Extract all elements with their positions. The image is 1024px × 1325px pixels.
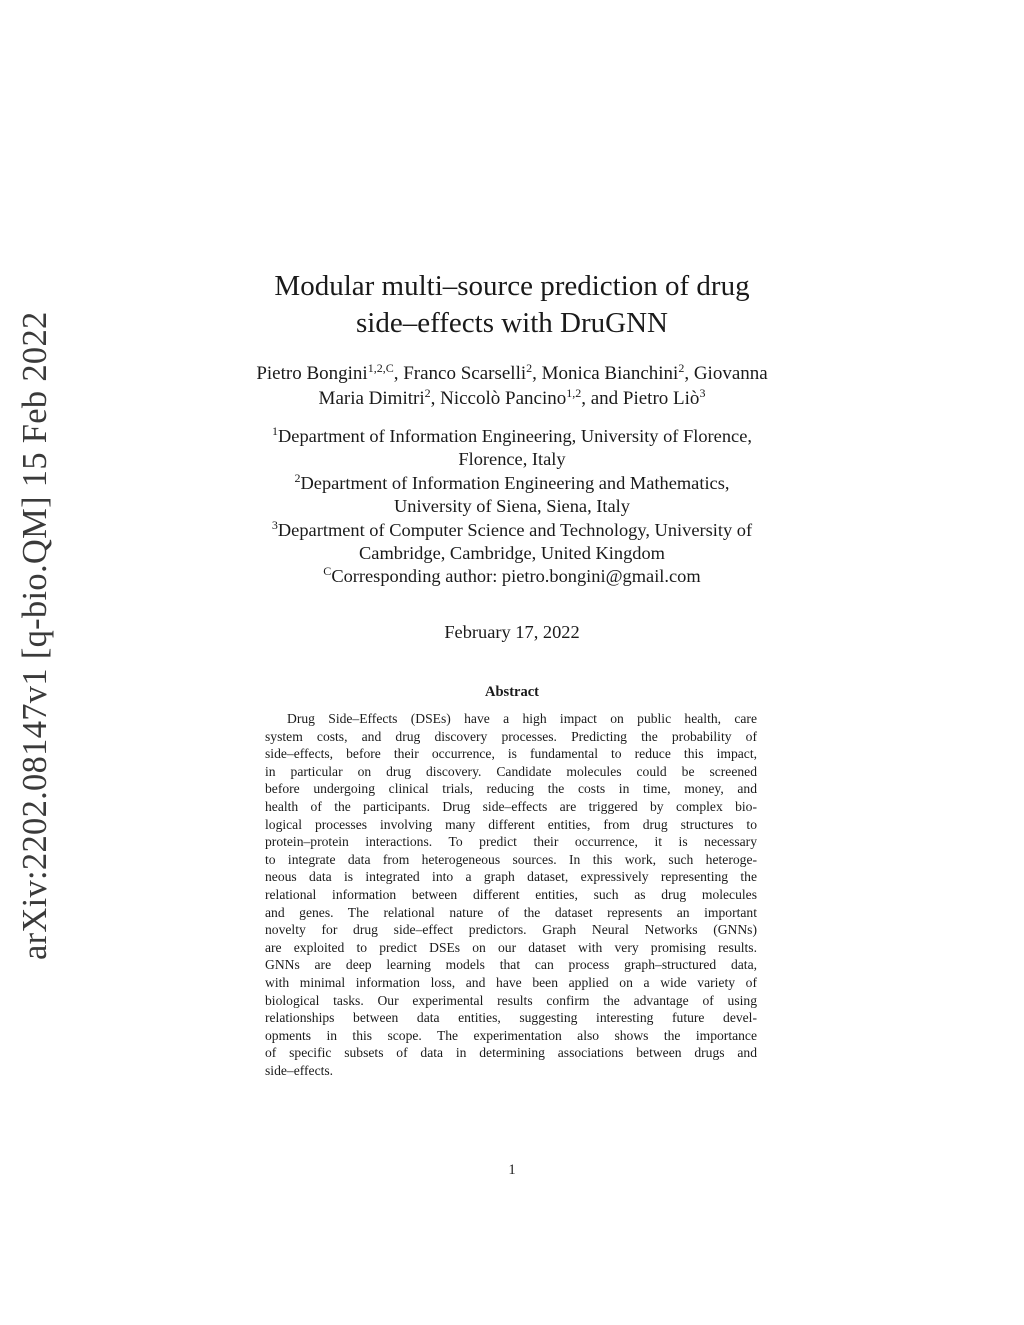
abstract-line: neous data is integrated into a graph dataset, expressively representing the — [265, 869, 757, 885]
affiliation-mark: 2 — [294, 470, 301, 485]
author-name: Pietro Bongini — [256, 363, 368, 384]
abstract-line: in particular on drug discovery. Candidate molecules could be screened — [265, 763, 757, 779]
abstract-line: GNNs are deep learning models that can process graph–structured data, — [265, 957, 757, 973]
paper-title — [150, 268, 874, 342]
author-affil-mark: 2 — [678, 361, 685, 375]
author-name: Monica Bianchini — [541, 363, 679, 384]
abstract-line: protein–protein interactions. To predict their occurrence, it is necessary — [265, 834, 757, 850]
abstract-line: are exploited to predict DSEs on our dataset with very promising results. — [265, 939, 757, 955]
author-name: Pietro Liò — [622, 388, 700, 409]
arxiv-identifier: arXiv:2202.08147v1 [q-bio.QM] 15 Feb 2022 — [16, 311, 54, 960]
abstract-line: system costs, and drug discovery processes. Predicting the probability of — [265, 728, 757, 744]
abstract-line: relational information between different entities, such as drug molecules — [265, 886, 757, 902]
corresponding-text: Corresponding author: pietro.bongini@gmail.com — [331, 566, 701, 587]
author-affil-mark: 1,2 — [566, 386, 582, 400]
abstract-line: to integrate data from heterogeneous sources. In this work, such heteroge- — [265, 851, 757, 867]
abstract-line: and genes. The relational nature of the dataset represents an important — [265, 904, 757, 920]
abstract-line: before undergoing clinical trials, reducing the costs in time, money, and — [265, 781, 757, 797]
abstract-line: biological tasks. Our experimental results confirm the advantage of using — [265, 992, 757, 1008]
corresponding-author — [150, 565, 874, 588]
abstract-line: Drug Side–Effects (DSEs) have a high impact on public health, care — [287, 711, 757, 726]
author-name: Franco Scarselli — [403, 363, 527, 384]
affiliation-text: Department of Information Engineering, University of Florence, — [278, 426, 752, 446]
abstract-line: side–effects. — [265, 1062, 334, 1078]
affiliation-2-line-2: University of Siena, Siena, Italy — [394, 496, 630, 517]
affiliation-3-line-1 — [150, 519, 874, 542]
corresponding-mark: C — [323, 564, 332, 579]
author-affil-mark: 2 — [424, 386, 431, 400]
page-number: 1 — [508, 1162, 516, 1178]
abstract-line: logical processes involving many different entities, from drug structures to — [265, 816, 757, 832]
abstract-line: side–effects, before their occurrence, is fundamental to reduce this impact, — [265, 746, 757, 762]
author-line-1: Pietro Bongini$^{1,2,C}$, Franco Scarselli$^2$, Monica Bianchini$^2$, Giovanna — [256, 361, 768, 384]
author-affil-mark: 3 — [699, 386, 706, 400]
author-connector: and — [590, 388, 619, 409]
author-name-part: Maria Dimitri — [318, 388, 425, 409]
affiliation-1-line-1 — [150, 425, 874, 448]
abstract-body — [265, 710, 757, 1079]
title-line-2: side–effects with DruGNN — [356, 307, 668, 339]
affiliations — [150, 425, 874, 589]
abstract-line: opments in this scope. The experimentation also shows the importance — [265, 1027, 757, 1043]
abstract-line: health of the participants. Drug side–effects are triggered by complex bio- — [265, 798, 757, 814]
abstract-line: novelty for drug side–effect predictors. Graph Neural Networks (GNNs) — [265, 922, 757, 938]
abstract-line: of specific subsets of data in determining associations between drugs and — [265, 1045, 757, 1061]
affiliation-text: Department of Computer Science and Technology, University of — [277, 519, 753, 540]
abstract-heading: Abstract — [485, 684, 539, 700]
author-name-part: Giovanna — [693, 363, 768, 384]
affiliation-mark: 1 — [272, 424, 279, 438]
abstract-line: relationships between data entities, suggesting interesting future devel- — [265, 1010, 757, 1026]
author-name: Niccolò Pancino — [440, 388, 567, 409]
author-affil-mark: 1,2,C — [367, 361, 394, 375]
affiliation-text: Department of Information Engineering and Mathematics, — [300, 472, 730, 493]
author-affil-mark: 2 — [526, 361, 533, 375]
title-line-1: Modular multi–source prediction of drug — [274, 270, 750, 302]
abstract-line: with minimal information loss, and have been applied on a wide variety of — [265, 974, 757, 990]
author-list — [150, 361, 874, 411]
author-line-2: Maria Dimitri$^2$, Niccolò Pancino$^{1,2}$, and Pietro Liò$^3$ — [318, 386, 706, 409]
affiliation-mark: 3 — [271, 517, 278, 532]
affiliation-1-line-2: Florence, Italy — [458, 449, 566, 470]
affiliation-3-line-2: Cambridge, Cambridge, United Kingdom — [359, 543, 665, 564]
affiliation-2-line-1 — [150, 472, 874, 495]
paper-date: February 17, 2022 — [444, 622, 580, 642]
